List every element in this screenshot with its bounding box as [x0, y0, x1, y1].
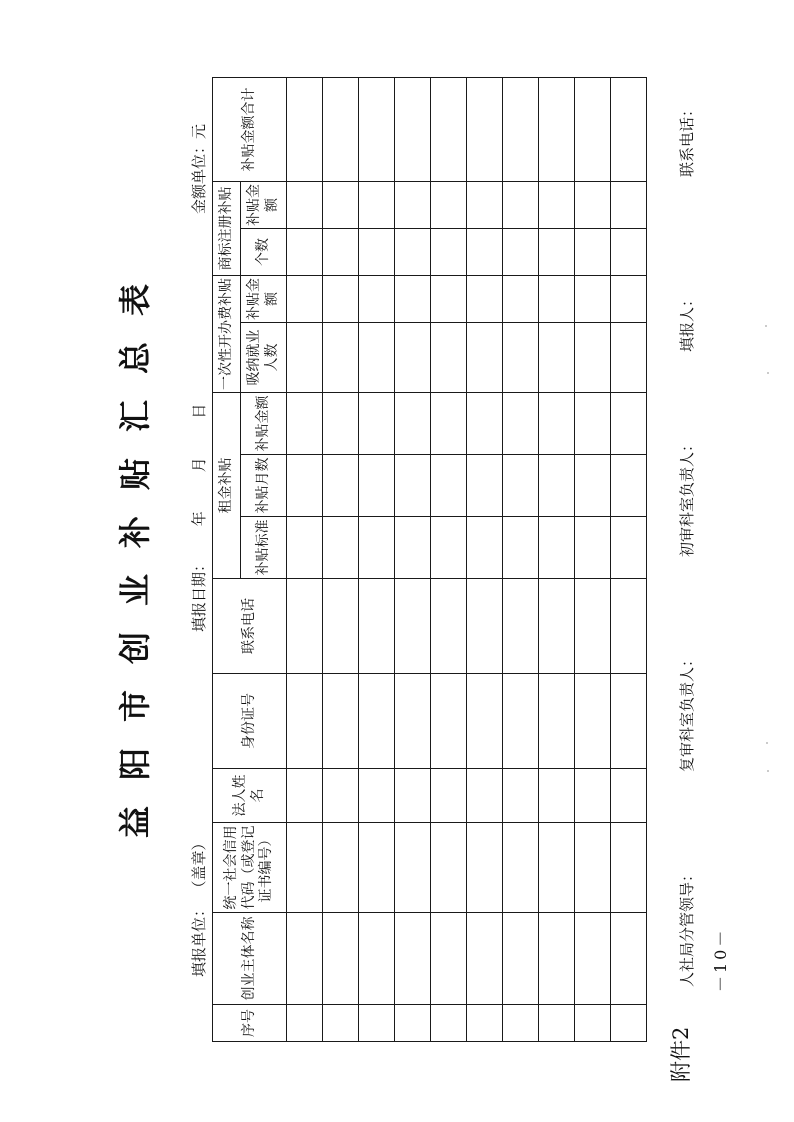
- table-cell[interactable]: [539, 77, 575, 181]
- table-cell[interactable]: [323, 913, 359, 1005]
- table-cell[interactable]: [395, 77, 431, 181]
- table-cell[interactable]: [287, 517, 323, 579]
- table-cell[interactable]: [395, 392, 431, 454]
- table-cell[interactable]: [575, 1005, 611, 1042]
- stamp-label: （盖章）: [190, 835, 208, 888]
- table-cell[interactable]: [395, 455, 431, 517]
- table-cell[interactable]: [539, 322, 575, 392]
- table-cell[interactable]: [611, 579, 647, 674]
- table-cell[interactable]: [431, 517, 467, 579]
- date-day: 日: [190, 403, 208, 419]
- table-cell[interactable]: [431, 823, 467, 913]
- table-cell[interactable]: [611, 322, 647, 392]
- table-cell[interactable]: [575, 579, 611, 674]
- table-cell[interactable]: [323, 823, 359, 913]
- table-cell[interactable]: [611, 674, 647, 769]
- table-row: [359, 77, 395, 1041]
- table-cell[interactable]: [539, 455, 575, 517]
- table-cell[interactable]: [431, 392, 467, 454]
- header-id-number: 身份证号: [213, 674, 287, 769]
- table-cell[interactable]: [539, 228, 575, 275]
- header-startup-employed: 吸纳就业人数: [241, 322, 287, 392]
- table-cell[interactable]: [503, 1005, 539, 1042]
- table-cell[interactable]: [575, 392, 611, 454]
- table-cell[interactable]: [287, 275, 323, 322]
- table-cell[interactable]: [503, 322, 539, 392]
- table-cell[interactable]: [323, 769, 359, 823]
- table-cell[interactable]: [395, 913, 431, 1005]
- amount-unit-label: 金额单位：元: [190, 123, 208, 214]
- table-cell[interactable]: [323, 455, 359, 517]
- table-cell[interactable]: [611, 455, 647, 517]
- table-cell[interactable]: [467, 517, 503, 579]
- table-cell[interactable]: [323, 77, 359, 181]
- table-header: [213, 77, 287, 1041]
- table-cell[interactable]: [395, 322, 431, 392]
- table-cell[interactable]: [575, 77, 611, 181]
- table-cell[interactable]: [287, 322, 323, 392]
- table-cell[interactable]: [431, 579, 467, 674]
- table-cell[interactable]: [467, 579, 503, 674]
- table-row: [431, 77, 467, 1041]
- table-cell[interactable]: [323, 517, 359, 579]
- header-rent-subsidy: 租金补贴: [213, 392, 241, 578]
- table-cell[interactable]: [503, 275, 539, 322]
- table-cell[interactable]: [323, 275, 359, 322]
- table-row: [539, 77, 575, 1041]
- table-cell[interactable]: [539, 823, 575, 913]
- table-cell[interactable]: [503, 579, 539, 674]
- table-cell[interactable]: [287, 674, 323, 769]
- table-cell[interactable]: [395, 181, 431, 228]
- table-cell[interactable]: [467, 77, 503, 181]
- table-cell[interactable]: [575, 181, 611, 228]
- table-cell[interactable]: [287, 579, 323, 674]
- signature-contact-phone: 联系电话：: [678, 101, 696, 177]
- date-month: 月: [190, 457, 208, 473]
- table-cell[interactable]: [575, 228, 611, 275]
- table-cell[interactable]: [287, 77, 323, 181]
- table-cell[interactable]: [431, 275, 467, 322]
- table-cell[interactable]: [287, 392, 323, 454]
- table-body: [287, 77, 647, 1041]
- header-rent-months: 补贴月数: [241, 455, 287, 517]
- header-trademark-count: 个数: [241, 228, 287, 275]
- table-cell[interactable]: [503, 392, 539, 454]
- table-cell[interactable]: [611, 77, 647, 181]
- table-cell[interactable]: [467, 769, 503, 823]
- table-cell[interactable]: [539, 275, 575, 322]
- table-cell[interactable]: [395, 1005, 431, 1042]
- table-cell[interactable]: [359, 181, 395, 228]
- table-cell[interactable]: [575, 322, 611, 392]
- table-cell[interactable]: [323, 579, 359, 674]
- table-cell[interactable]: [431, 913, 467, 1005]
- header-seq: 序号: [213, 1005, 287, 1042]
- fill-date-label: 填报日期：: [190, 556, 208, 632]
- header-trademark-amount: 补贴金额: [241, 181, 287, 228]
- table-cell[interactable]: [575, 913, 611, 1005]
- table-cell[interactable]: [359, 77, 395, 181]
- signature-initial-head: 初审科室负责人：: [678, 436, 696, 557]
- table-cell[interactable]: [539, 1005, 575, 1042]
- table-cell[interactable]: [395, 517, 431, 579]
- table-cell[interactable]: [575, 517, 611, 579]
- table-cell[interactable]: [395, 275, 431, 322]
- table-cell[interactable]: [395, 228, 431, 275]
- subsidy-summary-table: [212, 77, 647, 1042]
- table-cell[interactable]: [611, 1005, 647, 1042]
- table-cell[interactable]: [431, 769, 467, 823]
- table-cell[interactable]: [431, 181, 467, 228]
- header-startup-amount: 补贴金额: [241, 275, 287, 322]
- header-credit-code: 统一社会信用代码（或登记证书编号）: [213, 823, 287, 913]
- table-cell[interactable]: [575, 769, 611, 823]
- table-cell[interactable]: [539, 579, 575, 674]
- table-cell[interactable]: [467, 392, 503, 454]
- table-cell[interactable]: [503, 181, 539, 228]
- table-cell[interactable]: [539, 913, 575, 1005]
- table-cell[interactable]: [359, 579, 395, 674]
- fill-unit-label: 填报单位：: [190, 901, 208, 977]
- table-cell[interactable]: [611, 823, 647, 913]
- table-cell[interactable]: [431, 322, 467, 392]
- table-cell[interactable]: [395, 823, 431, 913]
- table-cell[interactable]: [467, 823, 503, 913]
- table-cell[interactable]: [431, 674, 467, 769]
- table-cell[interactable]: [395, 579, 431, 674]
- table-cell[interactable]: [287, 455, 323, 517]
- table-cell[interactable]: [323, 322, 359, 392]
- table-cell[interactable]: [431, 455, 467, 517]
- table-cell[interactable]: [467, 228, 503, 275]
- table-cell[interactable]: [359, 275, 395, 322]
- scan-speck: [767, 770, 769, 772]
- table-cell[interactable]: [287, 228, 323, 275]
- fill-date-line: [188, 370, 209, 632]
- table-cell[interactable]: [575, 275, 611, 322]
- table-cell[interactable]: [575, 674, 611, 769]
- table-cell[interactable]: [539, 674, 575, 769]
- table-cell[interactable]: [323, 181, 359, 228]
- table-cell[interactable]: [287, 913, 323, 1005]
- table-cell[interactable]: [359, 823, 395, 913]
- table-cell[interactable]: [611, 517, 647, 579]
- table-cell[interactable]: [539, 517, 575, 579]
- signature-bureau-leader: 人社局分管领导：: [678, 866, 696, 987]
- header-trademark-subsidy: 商标注册补贴: [213, 181, 241, 275]
- table-cell[interactable]: [323, 228, 359, 275]
- header-entity-name: 创业主体名称: [213, 913, 287, 1005]
- table-cell[interactable]: [503, 769, 539, 823]
- table-cell[interactable]: [503, 823, 539, 913]
- table-cell[interactable]: [575, 823, 611, 913]
- table-cell[interactable]: [467, 1005, 503, 1042]
- table-cell[interactable]: [359, 913, 395, 1005]
- table-cell[interactable]: [503, 913, 539, 1005]
- fill-unit-line: [188, 835, 209, 977]
- table-cell[interactable]: [539, 181, 575, 228]
- table-cell[interactable]: [287, 1005, 323, 1042]
- table-cell[interactable]: [431, 77, 467, 181]
- table-cell[interactable]: [611, 913, 647, 1005]
- header-rent-amount: 补贴金额: [241, 392, 287, 454]
- table-cell[interactable]: [467, 455, 503, 517]
- table-cell[interactable]: [287, 181, 323, 228]
- table-cell[interactable]: [359, 769, 395, 823]
- table-cell[interactable]: [611, 769, 647, 823]
- table-cell[interactable]: [287, 769, 323, 823]
- table-cell[interactable]: [611, 392, 647, 454]
- scan-speck: [767, 372, 769, 374]
- table-cell[interactable]: [611, 181, 647, 228]
- table-cell[interactable]: [359, 228, 395, 275]
- table-cell[interactable]: [431, 228, 467, 275]
- table-cell[interactable]: [467, 674, 503, 769]
- date-placeholders: [190, 370, 208, 527]
- table-cell[interactable]: [323, 674, 359, 769]
- table-cell[interactable]: [503, 77, 539, 181]
- table-cell[interactable]: [323, 1005, 359, 1042]
- table-cell[interactable]: [611, 228, 647, 275]
- table-cell[interactable]: [359, 674, 395, 769]
- table-cell[interactable]: [503, 517, 539, 579]
- table-cell[interactable]: [467, 275, 503, 322]
- table-cell[interactable]: [467, 913, 503, 1005]
- table-cell[interactable]: [395, 674, 431, 769]
- table-cell[interactable]: [431, 1005, 467, 1042]
- table-cell[interactable]: [359, 455, 395, 517]
- table-cell[interactable]: [323, 392, 359, 454]
- attachment-label: 附件2: [669, 1026, 693, 1082]
- header-total-amount: 补贴金额合计: [213, 77, 287, 181]
- table-cell[interactable]: [539, 392, 575, 454]
- table-cell[interactable]: [467, 322, 503, 392]
- table-cell[interactable]: [467, 181, 503, 228]
- table-row: [467, 77, 503, 1041]
- table-row: [503, 77, 539, 1041]
- table-cell[interactable]: [395, 769, 431, 823]
- table-cell[interactable]: [359, 1005, 395, 1042]
- scan-speck: [766, 742, 768, 744]
- scan-speck: [765, 325, 767, 327]
- signature-review-head: 复审科室负责人：: [678, 651, 696, 772]
- table-row: [575, 77, 611, 1041]
- table-cell[interactable]: [575, 455, 611, 517]
- table-cell[interactable]: [287, 823, 323, 913]
- table-cell[interactable]: [359, 392, 395, 454]
- table-cell[interactable]: [359, 517, 395, 579]
- table-cell[interactable]: [503, 228, 539, 275]
- header-rent-standard: 补贴标准: [241, 517, 287, 579]
- header-phone: 联系电话: [213, 579, 287, 674]
- page-number: －10－: [711, 927, 730, 992]
- table-cell[interactable]: [503, 674, 539, 769]
- form-title: 益阳市创业补贴汇总表: [116, 258, 154, 839]
- table-row: [287, 77, 323, 1041]
- header-legal-name: 法人姓名: [213, 769, 287, 823]
- header-startup-subsidy: 一次性开办费补贴: [213, 275, 241, 392]
- table-row: [323, 77, 359, 1041]
- table-cell[interactable]: [359, 322, 395, 392]
- table-row: [395, 77, 431, 1041]
- table-cell[interactable]: [503, 455, 539, 517]
- signature-filler: 填报人：: [678, 291, 696, 352]
- table-cell[interactable]: [539, 769, 575, 823]
- table-row: [611, 77, 647, 1041]
- table-cell[interactable]: [611, 275, 647, 322]
- date-year: 年: [190, 511, 208, 527]
